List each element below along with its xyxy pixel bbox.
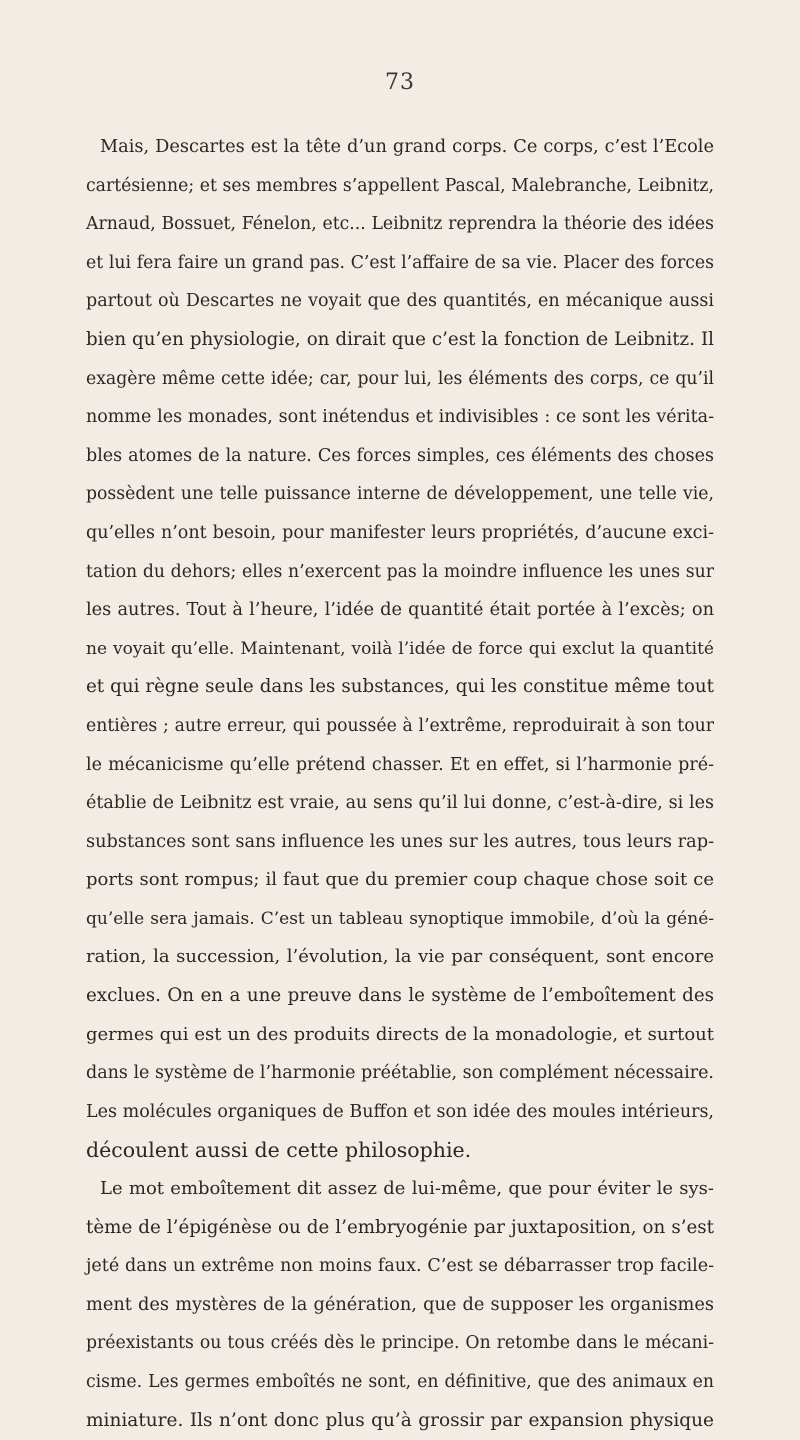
text-line: et qui règne seule dans les substances, qui les constitue même tout: [86, 676, 714, 698]
text-line: Mais, Descartes est la tête d’un grand corps. Ce corps, c’est l’Ecole: [100, 137, 714, 157]
text-line: et lui fera faire un grand pas. C’est l’affaire de sa vie. Placer des forces: [86, 252, 714, 273]
text-line: partout où Descartes ne voyait que des quantités, en mécanique aussi: [86, 291, 714, 312]
text-line: cisme. Les germes emboîtés ne sont, en définitive, que des animaux en: [86, 1372, 714, 1392]
text-line: les autres. Tout à l’heure, l’idée de quantité était portée à l’excès; on: [86, 600, 714, 621]
text-line: bien qu’en physiologie, on dirait que c’est la fonction de Leibnitz. Il: [86, 328, 714, 350]
text-line: ne voyait qu’elle. Maintenant, voilà l’idée de force qui exclut la quantité: [86, 638, 714, 659]
text-line: miniature. Ils n’ont donc plus qu’à grossir par expansion physique: [86, 1409, 714, 1431]
text-line: ports sont rompus; il faut que du premier coup chaque chose soit ce: [86, 869, 714, 891]
text-line: qu’elle sera jamais. C’est un tableau synoptique immobile, d’où la géné-: [86, 908, 714, 929]
text-line: découlent aussi de cette philosophie.: [86, 1138, 472, 1163]
text-line: tème de l’épigénèse ou de l’embryogénie par juxtaposition, on s’est: [86, 1216, 714, 1238]
text-line: possèdent une telle puissance interne de développement, une telle vie,: [86, 484, 714, 505]
text-line: Les molécules organiques de Buffon et son idée des moules intérieurs,: [86, 1101, 714, 1122]
text-line: établie de Leibnitz est vraie, au sens qu’il lui donne, c’est-à-dire, si les: [86, 793, 714, 814]
text-line: Le mot emboîtement dit assez de lui-même, que pour éviter le sys-: [100, 1178, 714, 1200]
text-line: ment des mystères de la génération, que de supposer les organismes: [86, 1294, 714, 1315]
text-line: cartésienne; et ses membres s’appellent Pascal, Malebranche, Leibnitz,: [86, 175, 714, 196]
text-line: dans le système de l’harmonie préétablie, son complément nécessaire.: [86, 1063, 714, 1084]
text-line: substances sont sans influence les unes sur les autres, tous leurs rap-: [86, 831, 715, 852]
text-line: Arnaud, Bossuet, Fénelon, etc... Leibnitz reprendra la théorie des idées: [86, 214, 714, 235]
text-line: qu’elles n’ont besoin, pour manifester leurs propriétés, d’aucune exci-: [86, 522, 714, 543]
text-line: nomme les monades, sont inétendus et indivisibles : ce sont les vérita-: [86, 407, 714, 428]
text-line: ration, la succession, l’évolution, la vie par conséquent, sont encore: [86, 946, 714, 968]
page-number: 73: [385, 70, 415, 95]
text-line: germes qui est un des produits directs de la monadologie, et surtout: [86, 1023, 714, 1045]
text-line: exagère même cette idée; car, pour lui, les éléments des corps, ce qu’il: [86, 368, 714, 389]
text-line: jeté dans un extrême non moins faux. C’est se débarrasser trop facile-: [86, 1256, 714, 1277]
text-line: préexistants ou tous créés dès le principe. On retombe dans le mécani-: [86, 1333, 714, 1354]
text-line: tation du dehors; elles n’exercent pas la moindre influence les unes sur: [86, 561, 714, 582]
text-line: entières ; autre erreur, qui poussée à l’extrême, reproduirait à son tour: [86, 715, 714, 736]
text-line: exclues. On en a une preuve dans le système de l’emboîtement des: [86, 985, 714, 1007]
text-line: le mécanicisme qu’elle prétend chasser. Et en effet, si l’harmonie pré-: [86, 754, 714, 775]
body-text: [86, 128, 714, 1440]
text-line: bles atomes de la nature. Ces forces simples, ces éléments des choses: [86, 445, 714, 466]
